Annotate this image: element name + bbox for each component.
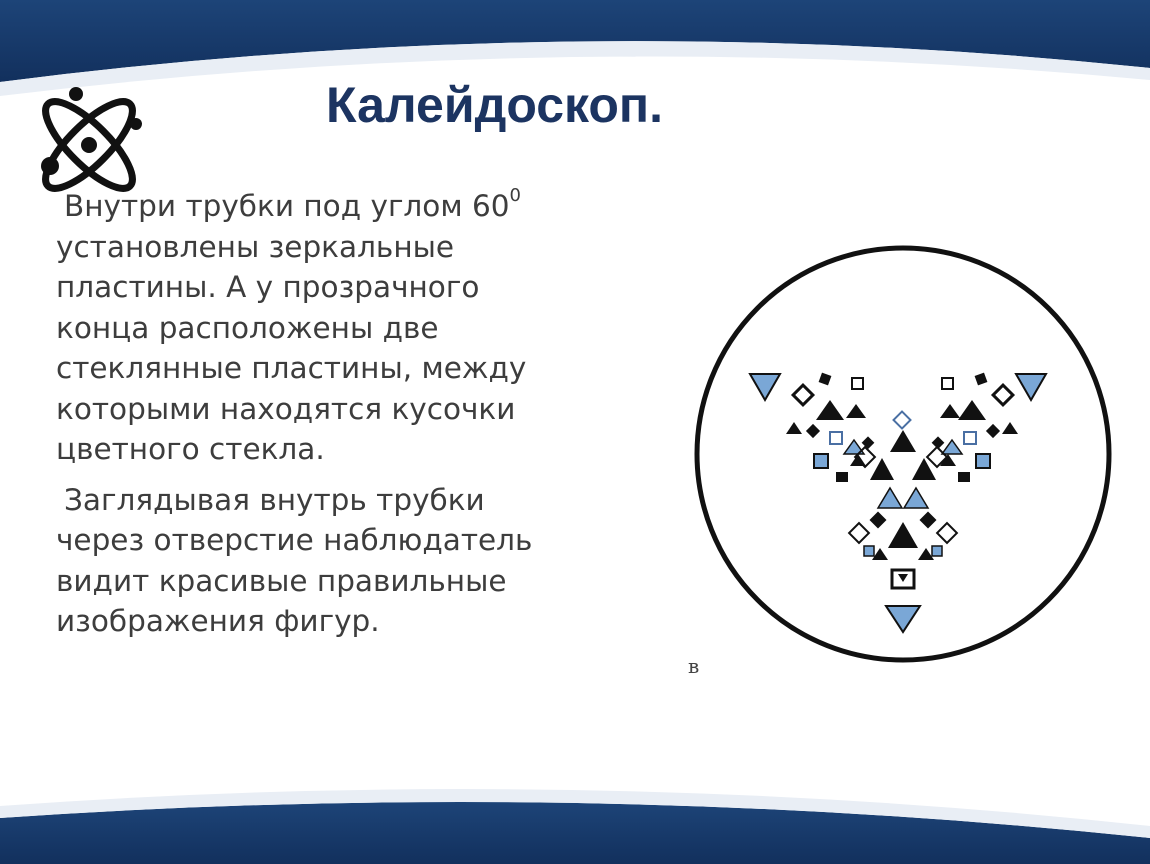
body-text [56,186,556,652]
paragraph-mirrors-rest: установлены зеркальные пластины. А у прозрачного конца расположены две стеклянные пластины, между которыми находятся кусочки цветного стекла. [56,229,527,466]
kaleidoscope-figure [680,236,1126,676]
figure-label: в [688,654,700,678]
paragraph-mirrors-start: Внутри трубки под углом 60 [64,189,510,223]
paragraph-observer: Заглядывая внутрь трубки через отверстие наблюдатель видит красивые правильные изображения фигур. [56,482,533,638]
paragraph-mirrors [56,186,556,470]
slide-title: Калейдоскоп. [326,77,664,133]
degree-superscript: 0 [509,185,521,207]
kaleidoscope-circle [697,248,1109,660]
